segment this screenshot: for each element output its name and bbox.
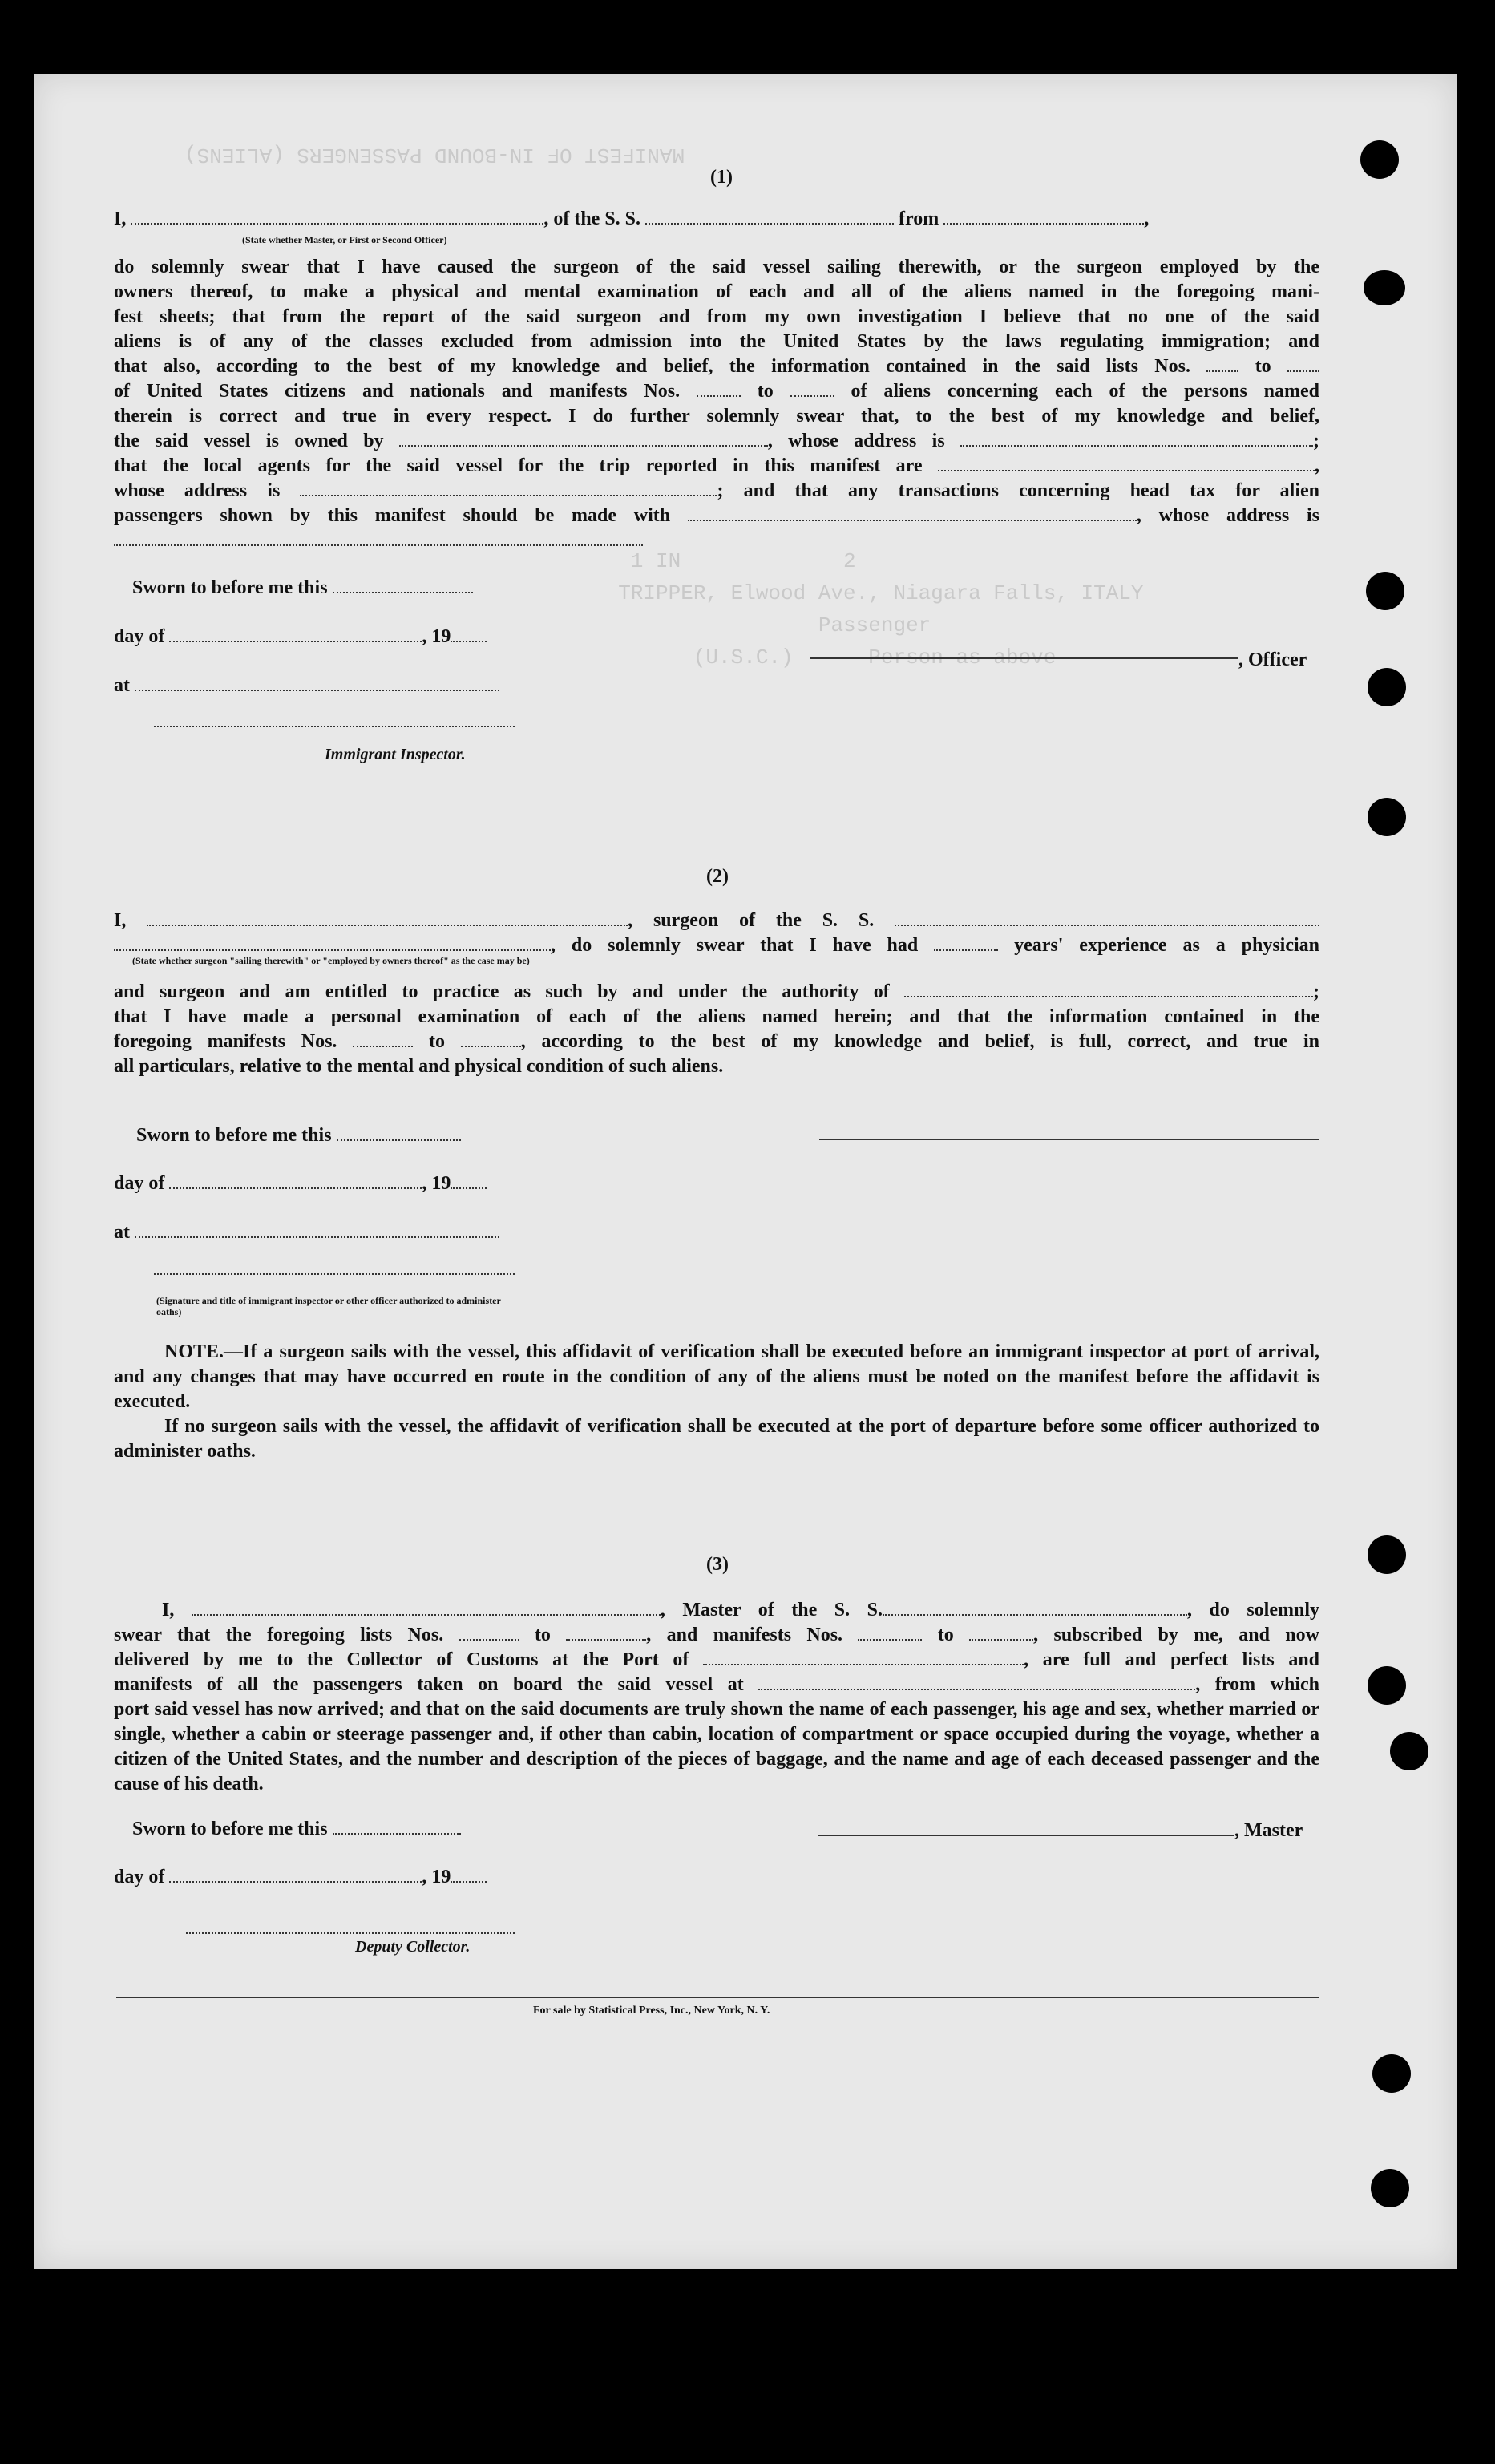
sworn-day-field-3[interactable] <box>333 1819 461 1835</box>
inspector-caption: Immigrant Inspector. <box>325 746 466 763</box>
surgeon-caption: (State whether surgeon "sailing therewith" or "employed by owners thereof" as the case may be) <box>132 955 530 966</box>
punch-hole <box>1368 668 1406 706</box>
sworn-label-2: Sworn to before me this <box>136 1125 461 1147</box>
day-of-label-3: day of , 19 <box>114 1867 487 1888</box>
officer-label: , Officer <box>1238 649 1307 670</box>
surgeon-signature-line[interactable] <box>819 1139 1319 1140</box>
section-1-number: (1) <box>710 167 733 188</box>
head-tax-address-field[interactable] <box>114 530 643 546</box>
footer-rule <box>116 1997 1319 1998</box>
ship-name-field-3[interactable] <box>883 1600 1187 1616</box>
sig-caption-2: (Signature and title of immigrant inspector or other officer authorized to administer oaths) <box>156 1295 501 1317</box>
lists-to-field-3[interactable] <box>566 1624 646 1641</box>
manifests-from-field-2[interactable] <box>353 1031 413 1047</box>
sworn-year-field-2[interactable] <box>451 1173 487 1189</box>
authority-field[interactable] <box>904 981 1313 997</box>
officer-signature-line[interactable] <box>810 657 1238 659</box>
local-agents-field[interactable] <box>938 455 1315 471</box>
surgeon-name-field[interactable] <box>147 910 628 926</box>
sworn-month-field-1[interactable] <box>169 626 422 642</box>
bleed-through-header: MANIFEST OF IN-BOUND PASSENGERS (ALIENS) <box>184 143 685 167</box>
master-caption: (State whether Master, or First or Second Officer) <box>242 234 447 245</box>
footer-text: For sale by Statistical Press, Inc., New York, N. Y. <box>533 2005 770 2017</box>
ship-name-field[interactable] <box>645 208 894 225</box>
sworn-month-field-2[interactable] <box>169 1173 422 1189</box>
punch-hole <box>1371 2169 1409 2207</box>
owner-field[interactable] <box>399 431 768 447</box>
section-2-paragraph: and surgeon and am entitled to practice as such by and under the authority of ; that I have made a personal examination of each of the aliens named herein; and that the information contained in the foregoing manifests Nos. to , according to the best of my knowledge and belief, is full, correct, and true in all particulars, relative to the mental and physical condition of such aliens. <box>114 981 1320 1077</box>
manifests-from-field-3[interactable] <box>858 1624 922 1641</box>
manifests-to-field-2[interactable] <box>461 1031 521 1047</box>
lists-from-field[interactable] <box>1206 356 1238 372</box>
day-of-label-1: day of , 19 <box>114 626 487 648</box>
lists-to-field[interactable] <box>1287 356 1319 372</box>
bleed-through-table: 1 IN 2 TRIPPER, Elwood Ave., Niagara Falls, ITALY Passenger (U.S.C.) Person as above <box>618 549 1144 670</box>
punch-hole <box>1372 2054 1411 2093</box>
day-of-label-2: day of , 19 <box>114 1173 487 1195</box>
section-2-number: (2) <box>706 866 729 887</box>
section-1-line1: I, , of the S. S. from , <box>114 208 1150 229</box>
head-tax-party-field[interactable] <box>688 505 1137 521</box>
sworn-label-3: Sworn to before me this <box>132 1819 461 1840</box>
lists-from-field-3[interactable] <box>459 1624 519 1641</box>
punch-hole <box>1368 1535 1406 1574</box>
surgeon-capacity-field[interactable] <box>114 935 551 951</box>
punch-hole <box>1390 1732 1428 1770</box>
section-3-lines: I, , Master of the S. S. , do solemnly swear that the foregoing lists Nos. to , and manifests Nos. to , subscribed by me, and now delivered by me to the Collector of Customs at the Port of , are full and perfect lists and manifests of all the passengers taken on board the said vessel at , from which port said vessel has now arrived; and that on the said documents are truly shown the name of each passenger, his age and sex, whether married or single, whether a cabin or steerage passenger and, if other than cabin, location of compartment or space occupied during the voyage, whether a citizen of the United States, and the number and description of the pieces of baggage, and the name and age of each deceased passenger and the cause of his death. <box>114 1600 1320 1794</box>
inspector-signature-line[interactable] <box>154 726 515 727</box>
port-field[interactable] <box>703 1649 1024 1665</box>
master-signature-line[interactable] <box>818 1835 1234 1836</box>
sworn-day-field-2[interactable] <box>337 1125 461 1141</box>
manifests-to-field[interactable] <box>790 381 834 397</box>
master-label: , Master <box>1234 1820 1303 1841</box>
at-label-2: at <box>114 1222 499 1244</box>
sworn-place-field-2[interactable] <box>135 1222 499 1238</box>
punch-hole <box>1364 270 1405 305</box>
surgeon-witness-signature-line[interactable] <box>154 1273 515 1275</box>
master-name-field[interactable] <box>131 208 543 225</box>
sworn-place-field-1[interactable] <box>135 675 499 691</box>
sworn-year-field-1[interactable] <box>451 626 487 642</box>
note-block: NOTE.—If a surgeon sails with the vessel, this affidavit of verification shall be executed before an immigrant inspector at port of arrival, and any changes that may have occurred en route in the condition of any of the aliens must be noted on the manifest before the affidavit is executed. If no surgeon sails with the vessel, the affidavit of verification shall be executed at the port of departure before some officer authorized to administer oaths. <box>114 1341 1319 1462</box>
punch-hole <box>1368 798 1406 836</box>
section-3-number: (3) <box>706 1554 729 1575</box>
sworn-label-1: Sworn to before me this <box>132 577 473 599</box>
sworn-year-field-3[interactable] <box>451 1867 487 1883</box>
years-experience-field[interactable] <box>934 935 998 951</box>
punch-hole <box>1360 140 1399 179</box>
from-port-field[interactable] <box>943 208 1144 225</box>
manifests-from-field[interactable] <box>697 381 741 397</box>
master-name-field-3[interactable] <box>192 1600 661 1616</box>
sworn-month-field-3[interactable] <box>169 1867 422 1883</box>
agents-address-field[interactable] <box>300 480 717 496</box>
surgeon-ship-field[interactable] <box>895 910 1319 926</box>
section-2-lines: I, , surgeon of the S. S. , do solemnly swear that I have had years' experience as a physician <box>114 910 1319 956</box>
collector-signature-line[interactable] <box>186 1932 515 1934</box>
section-1-paragraph: do solemnly swear that I have caused the surgeon of the said vessel sailing therewith, or the surgeon employed by the owners thereof, to make a physical and mental examination of each and all of the aliens named in the foregoing mani- fest sheets; that from the report of the said surgeon and from my own investigation I believe that no one of the said aliens is of any of the classes excluded from admission into the United States by the laws regulating immigration; and that also, according to the best of my knowledge and belief, the information contained in the said lists Nos. to of United States citizens and nationals and manifests Nos. to of aliens concerning each of the persons named therein is correct and true in every respect. I do further solemnly swear that, to the best of my knowledge and belief, the said vessel is owned by , whose address is ; that the local agents for the said vessel for the trip reported in this manifest are , whose address is ; and that any transactions concerning head tax for alien passengers shown by this manifest should be made with , whose address is <box>114 255 1319 553</box>
sworn-day-field-1[interactable] <box>333 577 473 593</box>
embark-port-field[interactable] <box>758 1674 1195 1690</box>
punch-hole <box>1366 572 1404 610</box>
owner-address-field[interactable] <box>960 431 1313 447</box>
manifests-to-field-3[interactable] <box>969 1624 1033 1641</box>
at-label-1: at <box>114 675 499 697</box>
punch-hole <box>1368 1666 1406 1705</box>
collector-caption: Deputy Collector. <box>355 1938 471 1956</box>
